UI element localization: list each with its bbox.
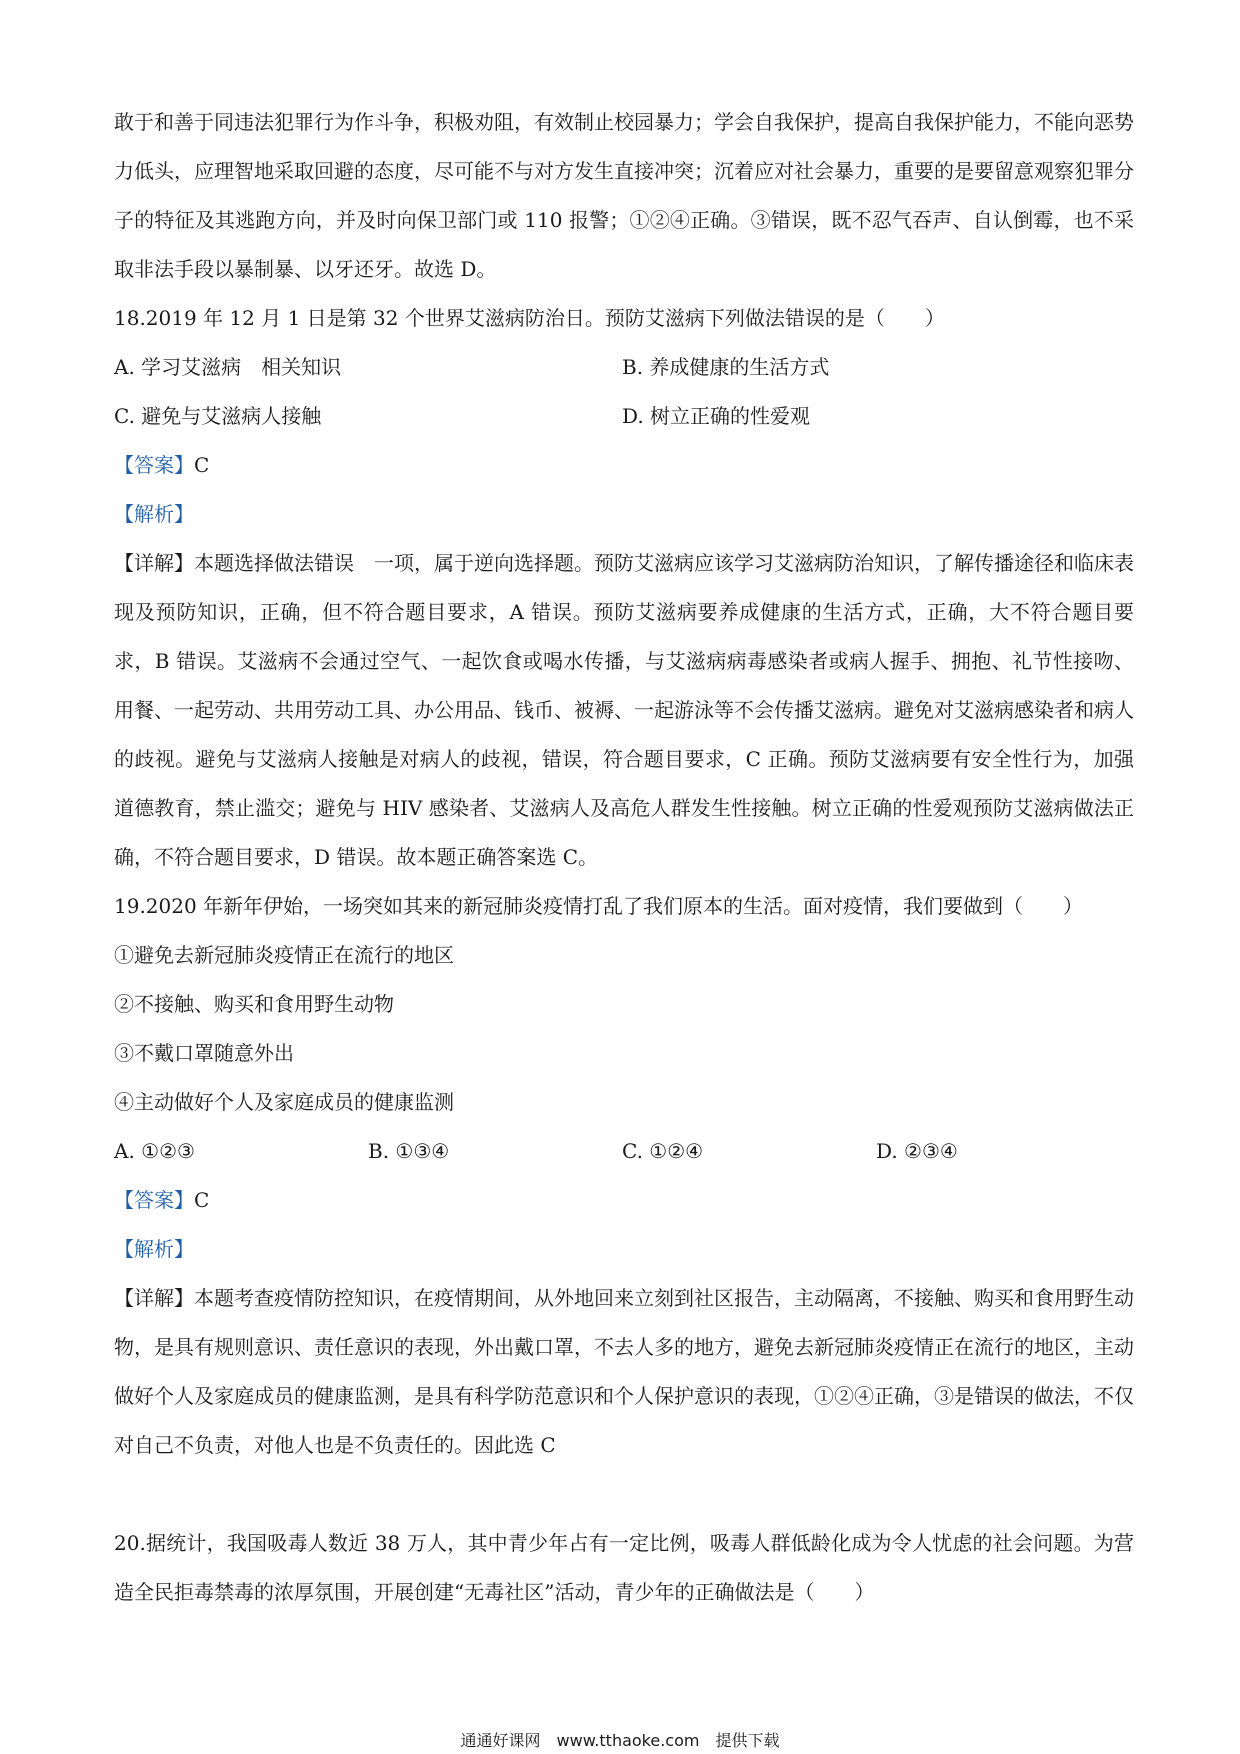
q19-answer-value: C xyxy=(194,1188,210,1212)
page-footer: 通通好课网 www.tthaoke.com 提供下载 xyxy=(460,1731,780,1750)
q19-option-b: B. ①③④ xyxy=(368,1139,450,1163)
q18-option-d: D. 树立正确的性爱观 xyxy=(622,404,811,428)
q19-item-2: ②不接触、购买和食用野生动物 xyxy=(114,992,394,1016)
q18-option-c: C. 避免与艾滋病人接触 xyxy=(114,404,322,428)
q19-detail xyxy=(114,1274,1134,1470)
q18-answer-tag: 【答案】 xyxy=(114,453,194,477)
q18-options-row1 xyxy=(114,343,1134,392)
q18-analysis xyxy=(114,490,1134,539)
q19-options xyxy=(114,1127,1134,1176)
q19-analysis-tag: 【解析】 xyxy=(114,1237,194,1261)
q19-item-1: ①避免去新冠肺炎疫情正在流行的地区 xyxy=(114,943,454,967)
q19-answer xyxy=(114,1176,1134,1225)
q19-detail-tag: 【详解】 xyxy=(114,1286,194,1310)
q19-option-a: A. ①②③ xyxy=(114,1139,195,1163)
q18-detail-tag: 【详解】 xyxy=(114,551,194,575)
q18-answer xyxy=(114,441,1134,490)
blank-line xyxy=(114,1470,1134,1519)
q19-answer-tag: 【答案】 xyxy=(114,1188,194,1212)
prev-analysis-continuation: 敢于和善于同违法犯罪行为作斗争，积极劝阻，有效制止校园暴力；学会自我保护，提高自我保护能力，不能向恶势力低头，应理智地采取回避的态度，尽可能不与对方发生直接冲突；沉着应对社会暴力，重要的是要留意观察犯罪分子的特征及其逃跑方向，并及时向保卫部门或 110 报警；①②④正确。③错误，既不忍气吞声、自认倒霉，也不采取非法手段以暴制暴、以牙还牙。故选 D。 xyxy=(114,110,1134,281)
q18-detail xyxy=(114,539,1134,882)
q18-detail-text: 本题选择做法错误 一项，属于逆向选择题。预防艾滋病应该学习艾滋病防治知识，了解传播途径和临床表现及预防知识，正确，但不符合题目要求，A 错误。预防艾滋病要养成健康的生活方式，正确，大不符合题目要求，B 错误。艾滋病不会通过空气、一起饮食或喝水传播，与艾滋病病毒感染者或病人握手、拥抱、礼节性接吻、用餐、一起劳动、共用劳动工具、办公用品、钱币、被褥、一起游泳等不会传播艾滋病。避免对艾滋病感染者和病人的歧视。避免与艾滋病人接触是对病人的歧视，错误，符合题目要求，C 正确。预防艾滋病要有安全性行为，加强道德教育，禁止滥交；避免与 HIV 感染者、艾滋病人及高危人群发生性接触。树立正确的性爱观预防艾滋病做法正确，不符合题目要求，D 错误。故本题正确答案选 C。 xyxy=(114,551,1134,869)
q19-option-c: C. ①②④ xyxy=(622,1139,704,1163)
q18-answer-value: C xyxy=(194,453,210,477)
q18-stem: 18.2019 年 12 月 1 日是第 32 个世界艾滋病防治日。预防艾滋病下列做法错误的是（ ） xyxy=(114,306,945,330)
q19-option-d: D. ②③④ xyxy=(876,1139,958,1163)
document-page xyxy=(114,98,1134,1617)
q18-analysis-tag: 【解析】 xyxy=(114,502,194,526)
q18-options-row2 xyxy=(114,392,1134,441)
q20-stem: 20.据统计，我国吸毒人数近 38 万人，其中青少年占有一定比例，吸毒人群低龄化成为令人忧虑的社会问题。为营造全民拒毒禁毒的浓厚氛围，开展创建“无毒社区”活动，青少年的正确做法是（ ） xyxy=(114,1531,1134,1604)
q18-option-b: B. 养成健康的生活方式 xyxy=(622,355,830,379)
q19-analysis xyxy=(114,1225,1134,1274)
q19-detail-text: 本题考查疫情防控知识，在疫情期间，从外地回来立刻到社区报告，主动隔离，不接触、购买和食用野生动物，是具有规则意识、责任意识的表现，外出戴口罩，不去人多的地方，避免去新冠肺炎疫情正在流行的地区，主动做好个人及家庭成员的健康监测，是具有科学防范意识和个人保护意识的表现，①②④正确，③是错误的做法，不仅对自己不负责，对他人也是不负责任的。因此选 C xyxy=(114,1286,1134,1457)
q19-item-4: ④主动做好个人及家庭成员的健康监测 xyxy=(114,1090,454,1114)
q19-item-3: ③不戴口罩随意外出 xyxy=(114,1041,294,1065)
q18-option-a: A. 学习艾滋病 相关知识 xyxy=(114,355,342,379)
q19-stem: 19.2020 年新年伊始，一场突如其来的新冠肺炎疫情打乱了我们原本的生活。面对疫情，我们要做到（ ） xyxy=(114,894,1084,918)
